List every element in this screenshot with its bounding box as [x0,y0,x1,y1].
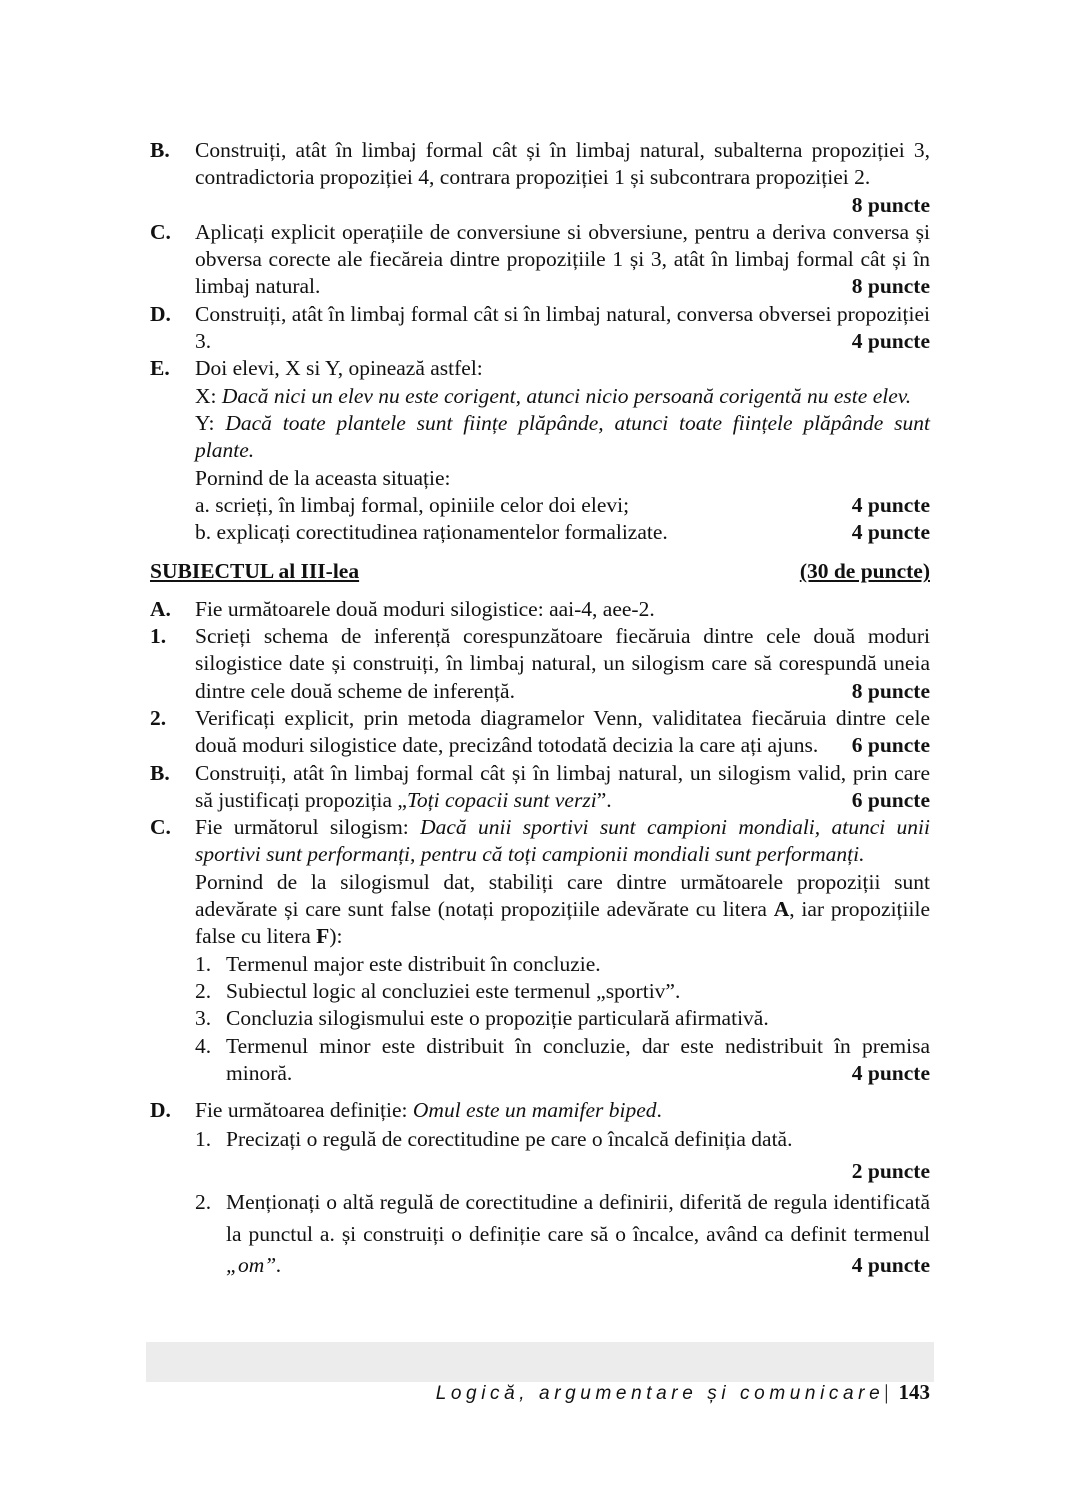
item-2d: D. Construiți, atât în limbaj formal cât si în limbaj natural, conversa obversei propoziției 3. 4 puncte [150,301,930,356]
item-2e: E. Doi elevi, X si Y, opinează astfel: X: Dacă nici un elev nu este corigent, atunci nicio persoană corigentă nu este elev. Y: Dacă toate plantele sunt ființe plăpânde, atunci toate ființele plăpânde sunt plante. Pornind de la aceasta situație: a. scrieți, în limbaj formal, opiniile celor doi elevi; 4 puncte b. explicați corectitudinea raționamentelor formalizate. 4 puncte [150,356,930,545]
section-heading: SUBIECTUL al III-lea (30 de puncte) [150,559,930,584]
item-3c: C. Fie următorul silogism: Dacă unii sportivi sunt campioni mondiali, atunci unii sportivi sunt performanți, pentru că toți campionii mondiali sunt performanți. Pornind de la silogismul dat, stabiliți care dintre următoarele propoziții sunt adevărate și care sunt false (notați propozițiile adevărate cu litera A, iar propozițiile false cu litera F): 1. Termenul major este distribuit în concluzie. 2. Subiectul logic al concluziei este termenul „sportiv”. 3. Concluzia silogismului este o propoziție particulară afirmativă. 4. Termenul minor este distribuit în concluzie, dar este nedistribuit în premisa minoră. 4 puncte [150,814,930,1087]
list-item: 3. Concluzia silogismului este o propoziție particulară afirmativă. [195,1006,769,1031]
list-item: 4. Termenul minor este distribuit în concluzie, dar este nedistribuit în premisa minoră. 4 puncte [195,1033,930,1085]
item-2c: C. Aplicați explicit operațiile de conversiune si obversiune, pentru a deriva conversa și obversa corecte ale fiecăreia dintre propozițiile 1 și 3, atât în limbaj formal cât și în limbaj natural. 8 puncte [150,219,930,301]
points: 4 puncte [851,329,930,354]
item-3a1: 1. Scrieți schema de inferență corespunzătoare fiecăruia dintre cele două moduri silogistice date și construiți, în limbaj natural, un silogism care să corespundă uneia dintre cele două scheme de inferență. 8 puncte [150,624,930,703]
item-3b: B. Construiți, atât în limbaj formal cât și în limbaj natural, un silogism valid, prin care să justificați propoziția „Toți copacii sunt verzi”. 6 puncte [150,760,930,812]
page-number: 143 [898,1380,930,1404]
points: 8 puncte [851,274,930,299]
item-3a: A. Fie următoarele două moduri silogistice: aai-4, aee-2. [150,596,655,621]
list-item: 1. Precizați o regulă de corectitudine pe care o încalcă definiția dată. 2 puncte [195,1127,930,1183]
item-2b: B. Construiți, atât în limbaj formal cât și în limbaj natural, subalterna propoziției 3, contradictoria propoziției 4, contrara propoziției 1 și subcontrara propoziției 2. 8 puncte [150,137,930,219]
footer-band [146,1342,934,1382]
item-3a2: 2. Verificați explicit, prin metoda diagramelor Venn, validitatea fiecăruia dintre cele două moduri silogistice date, precizând totodată decizia la care ați ajuns. 6 puncte [150,705,930,758]
list-item: 2. Subiectul logic al concluziei este termenul „sportiv”. [195,978,681,1003]
list-item: 1. Termenul major este distribuit în concluzie. [195,951,601,976]
document-page [150,137,930,1282]
page-footer: Logică, argumentare și comunicare| 143 [435,1380,930,1404]
item-3d: D. Fie următoarea definiție: Omul este un mamifer biped. 1. Precizați o regulă de corectitudine pe care o încalcă definiția dată. 2 puncte 2. Menționați o altă regulă de corectitudine a definirii, diferită de regula identificată la punctul a. și construiți o definiție care să o încalce, având ca definit termenul „om”. 4 puncte [150,1097,930,1282]
points: 8 puncte [851,192,930,217]
book-title: Logică, argumentare și comunicare [435,1383,885,1404]
list-item: 2. Menționați o altă regulă de corectitudine a definirii, diferită de regula identificată la punctul a. și construiți o definiție care să o încalce, având ca definit termenul „om”. 4 puncte [195,1190,930,1278]
